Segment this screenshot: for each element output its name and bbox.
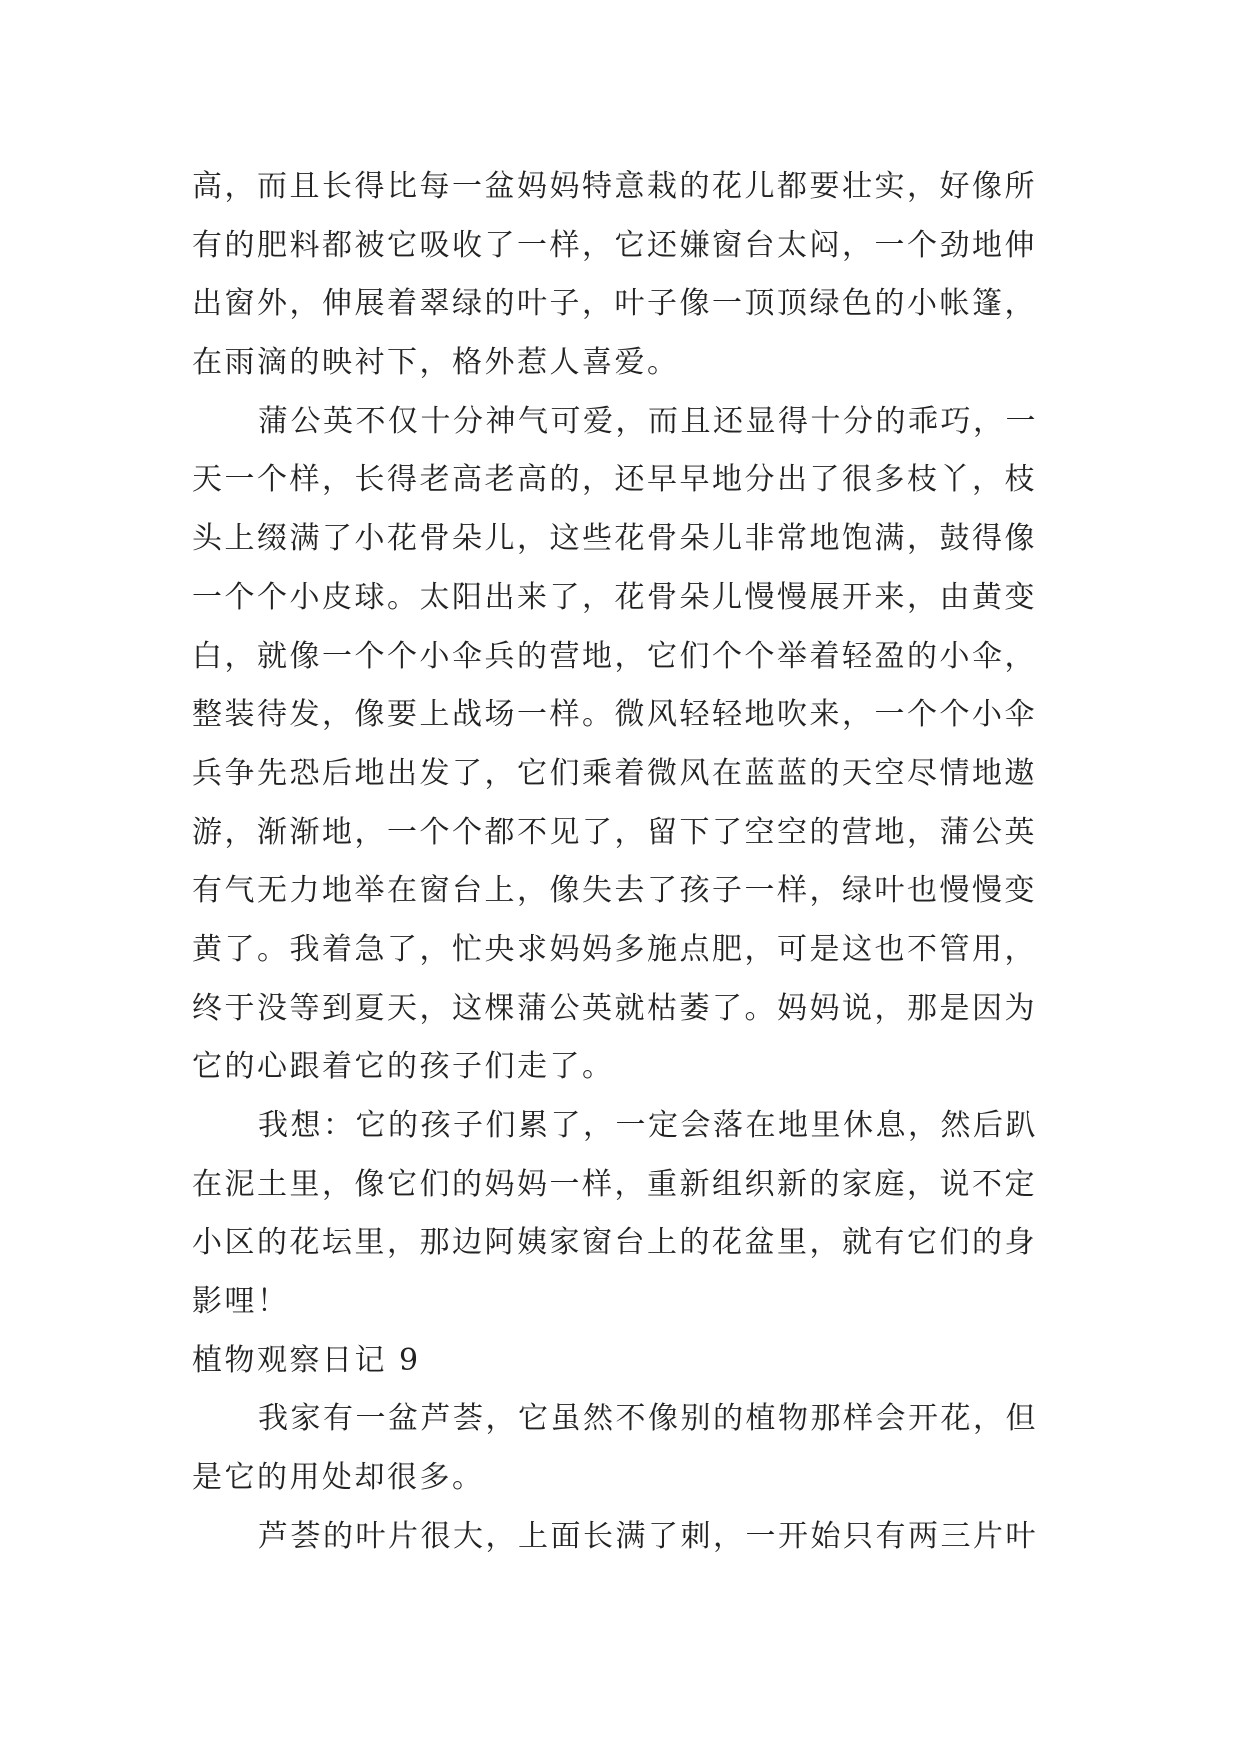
text-line: 蒲公英不仅十分神气可爱，而且还显得十分的乖巧，一 xyxy=(258,403,1038,439)
text-line: 白，就像一个个小伞兵的营地，它们个个举着轻盈的小伞， xyxy=(192,638,1037,674)
text-line: 终于没等到夏天，这棵蒲公英就枯萎了。妈妈说，那是因为 xyxy=(192,990,1037,1026)
text-line: 在雨滴的映衬下，格外惹人喜爱。 xyxy=(192,345,680,381)
text-line: 整装待发，像要上战场一样。微风轻轻地吹来，一个个小伞 xyxy=(192,697,1037,733)
text-line: 我想：它的孩子们累了，一定会落在地里休息，然后趴 xyxy=(258,1108,1038,1143)
text-line: 一个个小皮球。太阳出来了，花骨朵儿慢慢展开来，由黄变 xyxy=(192,579,1037,615)
text-line: 小区的花坛里，那边阿姨家窗台上的花盆里，就有它们的身 xyxy=(192,1225,1037,1261)
text-line: 有气无力地举在窗台上，像失去了孩子一样，绿叶也慢慢变 xyxy=(192,873,1037,909)
text-line: 有的肥料都被它吸收了一样，它还嫌窗台太闷，一个劲地伸 xyxy=(192,227,1037,263)
text-line: 兵争先恐后地出发了，它们乘着微风在蓝蓝的天空尽情地遨 xyxy=(192,755,1037,791)
text-line: 黄了。我着急了，忙央求妈妈多施点肥，可是这也不管用， xyxy=(192,931,1037,967)
text-line: 游，渐渐地，一个个都不见了，留下了空空的营地，蒲公英 xyxy=(192,814,1037,850)
text-line: 芦荟的叶片很大，上面长满了刺，一开始只有两三片叶 xyxy=(258,1518,1038,1554)
section-heading: 植物观察日记 9 xyxy=(192,1342,421,1378)
text-line: 头上缀满了小花骨朵儿，这些花骨朵儿非常地饱满，鼓得像 xyxy=(192,521,1037,557)
text-line: 天一个样，长得老高老高的，还早早地分出了很多枝丫，枝 xyxy=(192,462,1037,498)
text-line: 它的心跟着它的孩子们走了。 xyxy=(192,1049,615,1085)
document-body xyxy=(192,158,1058,1567)
text-line: 影哩！ xyxy=(192,1284,290,1320)
text-line: 我家有一盆芦荟，它虽然不像别的植物那样会开花，但 xyxy=(258,1401,1038,1437)
text-line: 在泥土里，像它们的妈妈一样，重新组织新的家庭，说不定 xyxy=(192,1166,1037,1202)
text-line: 是它的用处却很多。 xyxy=(192,1460,485,1496)
text-line: 高，而且长得比每一盆妈妈特意栽的花儿都要壮实，好像所 xyxy=(192,169,1037,204)
text-line: 出窗外，伸展着翠绿的叶子，叶子像一顶顶绿色的小帐篷， xyxy=(192,286,1037,322)
